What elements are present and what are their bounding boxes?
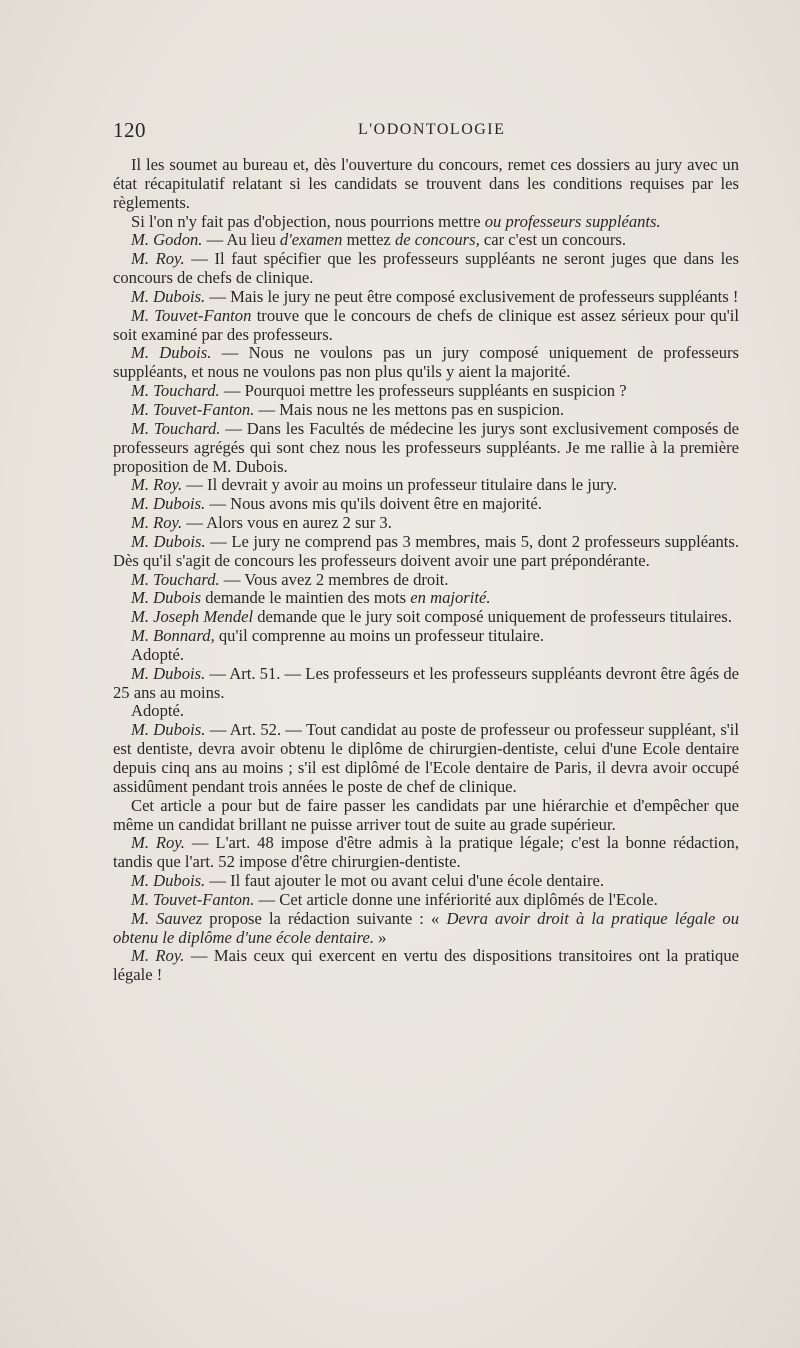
paragraph <box>113 533 739 571</box>
paragraph-text: — Art. 51. — Les professeurs et les professeurs suppléants devront être âgés de 25 ans au moins. <box>113 663 740 702</box>
paragraph-text: — Nous ne voulons pas un jury composé uniquement de professeurs suppléants, et nous ne voulons pas non plus qu'ils y aient la majorité. <box>113 343 739 382</box>
paragraph <box>113 344 739 382</box>
paragraph-text: — Dans les Facultés de médecine les jurys sont exclusivement composés de professeurs agrégés qui sont chez nous les professeurs suppléants. Je me rallie à la première proposition de M. Dubois. <box>113 418 739 476</box>
paragraph-text: — Mais nous ne les mettons pas en suspicion. <box>254 399 565 419</box>
speaker-name: M. Roy. <box>131 513 183 533</box>
paragraph-text: — Cet article donne une infériorité aux diplômés de l'Ecole. <box>254 889 658 909</box>
paragraph-text: — Il devrait y avoir au moins un professeur titulaire dans le jury. <box>182 475 618 495</box>
paragraph <box>113 250 739 288</box>
speaker-name: M. Roy. <box>131 833 185 853</box>
paragraph <box>113 401 739 420</box>
paragraph <box>113 872 739 891</box>
paragraph-text: Adopté. <box>131 644 184 664</box>
paragraph-text: car c'est un concours. <box>479 230 627 250</box>
speaker-name: M. Dubois. <box>131 494 206 514</box>
emphasis-text: Devra avoir droit à la pratique légale ou obtenu le diplôme d'une école dentaire. <box>113 908 739 947</box>
speaker-name: M. Joseph Mendel <box>131 607 254 627</box>
paragraph <box>113 797 739 835</box>
emphasis-text: en majorité. <box>410 588 491 608</box>
paragraph-text: — Art. 52. — Tout candidat au poste de professeur ou professeur suppléant, s'il est dentiste, devra avoir obtenu le diplôme de chirurgien-dentiste, celui d'une Ecole dentaire depuis cinq ans au moins ; s'il est diplômé de l'Ecole dentaire de Paris, il devra avoir occupé assidûment pendant trois années le poste de chef de clinique. <box>113 720 739 796</box>
paragraph <box>113 646 739 665</box>
paragraph-text: — Alors vous en aurez 2 sur 3. <box>182 513 392 533</box>
emphasis-text: d'examen <box>279 230 343 250</box>
emphasis-text: ou professeurs suppléants. <box>484 211 661 231</box>
speaker-name: M. Roy. <box>131 475 183 495</box>
paragraph-text: — Le jury ne comprend pas 3 membres, mais 5, dont 2 professeurs suppléants. Dès qu'il s'agit de concours les professeurs doivent avoir une part prépondérante. <box>113 531 739 570</box>
paragraph-text: Il les soumet au bureau et, dès l'ouverture du concours, remet ces dossiers au jury avec un état récapitulatif relatant si les candidats se trouvent dans les conditions requises par les règlements. <box>113 155 739 212</box>
paragraph-text: — L'art. 48 impose d'être admis à la pratique légale; c'est la bonne rédaction, tandis que l'art. 52 impose d'être chirurgien-dentiste. <box>113 833 739 872</box>
paragraph-text: » <box>373 927 387 947</box>
paragraph <box>113 608 739 627</box>
speaker-name: M. Touvet-Fanton. <box>131 889 255 909</box>
page-number: 120 <box>113 118 146 142</box>
paragraph-text: demande le maintien des mots <box>201 588 411 608</box>
paragraph-text: — Mais le jury ne peut être composé exclusivement de professeurs suppléants ! <box>205 286 739 306</box>
speaker-name: M. Dubois. <box>131 663 206 683</box>
paragraph <box>113 495 739 514</box>
speaker-name: M. Dubois. <box>131 720 206 740</box>
paragraph <box>113 702 739 721</box>
paragraph-text: — Au lieu <box>202 230 280 250</box>
speaker-name: M. Touvet-Fanton. <box>131 399 255 419</box>
speaker-name: M. Dubois. <box>131 531 206 551</box>
speaker-name: M. Sauvez <box>131 908 203 928</box>
paragraph <box>113 288 739 307</box>
paragraph-text: demande que le jury soit composé uniquement de professeurs titulaires. <box>253 607 732 627</box>
paragraph-text: qu'il comprenne au moins un professeur titulaire. <box>214 626 544 646</box>
paragraph-text: — Pourquoi mettre les professeurs suppléants en suspicion ? <box>219 381 627 401</box>
paragraph <box>113 476 739 495</box>
emphasis-text: de concours, <box>394 230 480 250</box>
paragraph <box>113 589 739 608</box>
paragraph <box>113 910 739 948</box>
paragraph <box>113 891 739 910</box>
paragraph <box>113 947 739 985</box>
paragraph <box>113 382 739 401</box>
paragraph <box>113 156 739 213</box>
paragraph <box>113 665 739 703</box>
paragraph <box>113 514 739 533</box>
speaker-name: M. Roy. <box>131 946 185 966</box>
paragraph <box>113 307 739 345</box>
paragraph-text: — Vous avez 2 membres de droit. <box>219 569 449 589</box>
paragraph-text: trouve que le concours de chefs de clinique est assez sérieux pour qu'il soit examiné par des professeurs. <box>113 305 740 344</box>
speaker-name: M. Dubois <box>131 588 202 608</box>
page-header <box>113 118 743 144</box>
speaker-name: M. Roy. <box>131 249 185 269</box>
running-title: L'ODONTOLOGIE <box>358 121 506 138</box>
paragraph-text: mettez <box>342 230 395 250</box>
paragraph <box>113 571 739 590</box>
paragraph-text: Si l'on n'y fait pas d'objection, nous pourrions mettre <box>131 211 485 231</box>
paragraph-text: propose la rédaction suivante : « <box>202 908 447 928</box>
speaker-name: M. Touchard. <box>131 381 220 401</box>
speaker-name: M. Touchard. <box>131 418 221 438</box>
body-text <box>113 156 739 985</box>
speaker-name: M. Dubois. <box>131 871 206 891</box>
paragraph-text: — Nous avons mis qu'ils doivent être en majorité. <box>205 494 542 514</box>
speaker-name: M. Dubois. <box>131 343 212 363</box>
paragraph <box>113 231 739 250</box>
paragraph <box>113 420 739 477</box>
paragraph-text: — Il faut spécifier que les professeurs suppléants ne seront juges que dans les concours de chefs de clinique. <box>113 249 739 288</box>
speaker-name: M. Touchard. <box>131 569 220 589</box>
speaker-name: M. Godon. <box>131 230 203 250</box>
paragraph-text: — Mais ceux qui exercent en vertu des dispositions transitoires ont la pratique légale ! <box>113 946 739 985</box>
paragraph <box>113 834 739 872</box>
paragraph-text: Cet article a pour but de faire passer les candidats par une hiérarchie et d'empêcher que même un candidat brillant ne puisse arriver tout de suite au grade supérieur. <box>113 795 739 834</box>
speaker-name: M. Dubois. <box>131 286 206 306</box>
paragraph-text: — Il faut ajouter le mot ou avant celui d'une école dentaire. <box>205 871 604 891</box>
paragraph <box>113 213 739 232</box>
paragraph-text: Adopté. <box>131 701 184 721</box>
paragraph <box>113 627 739 646</box>
speaker-name: M. Touvet-Fanton <box>131 305 252 325</box>
speaker-name: M. Bonnard, <box>131 626 215 646</box>
paragraph <box>113 721 739 796</box>
